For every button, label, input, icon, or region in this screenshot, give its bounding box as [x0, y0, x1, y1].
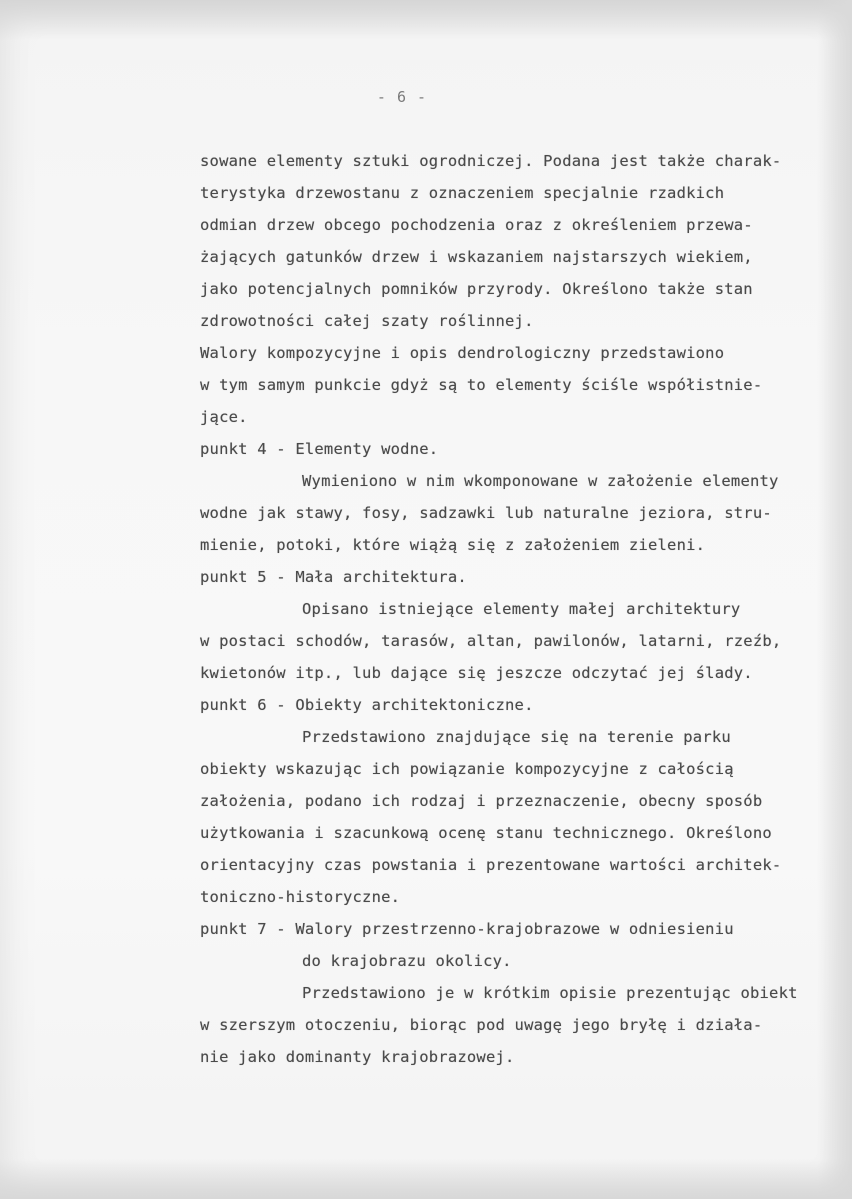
text-line: wodne jak stawy, fosy, sadzawki lub naturalne jeziora, stru-: [200, 504, 772, 522]
scan-shadow-top: [0, 0, 852, 40]
scan-shadow-right: [818, 0, 852, 1199]
heading-punkt-5: punkt 5 - Mała architektura.: [200, 568, 467, 586]
text-line: Przedstawiono znajdujące się na terenie parku: [302, 728, 731, 746]
text-line: Wymieniono w nim wkomponowane w założenie elementy: [302, 472, 779, 490]
text-line: toniczno-historyczne.: [200, 888, 401, 906]
text-line: nie jako dominanty krajobrazowej.: [200, 1048, 515, 1066]
text-line: Przedstawiono je w krótkim opisie prezentując obiekt: [302, 984, 798, 1002]
text-line: jako potencjalnych pomników przyrody. Określono także stan: [200, 280, 753, 298]
text-line: zdrowotności całej szaty roślinnej.: [200, 312, 534, 330]
scan-shadow-bottom: [0, 1159, 852, 1199]
text-line: orientacyjny czas powstania i prezentowane wartości architek-: [200, 856, 782, 874]
text-line: do krajobrazu okolicy.: [302, 952, 512, 970]
text-line: mienie, potoki, które wiążą się z założeniem zieleni.: [200, 536, 706, 554]
heading-punkt-7: punkt 7 - Walory przestrzenno-krajobrazowe w odniesieniu: [200, 920, 734, 938]
text-line: sowane elementy sztuki ogrodniczej. Podana jest także charak-: [200, 152, 782, 170]
text-line: w tym samym punkcie gdyż są to elementy ściśle współistnie-: [200, 376, 763, 394]
text-line: jące.: [200, 408, 248, 426]
heading-punkt-6: punkt 6 - Obiekty architektoniczne.: [200, 696, 534, 714]
text-line: Walory kompozycyjne i opis dendrologiczny przedstawiono: [200, 344, 725, 362]
text-line: terystyka drzewostanu z oznaczeniem specjalnie rzadkich: [200, 184, 725, 202]
text-line: obiekty wskazując ich powiązanie kompozycyjne z całością: [200, 760, 734, 778]
text-line: założenia, podano ich rodzaj i przeznaczenie, obecny sposób: [200, 792, 763, 810]
text-line: Opisano istniejące elementy małej architektury: [302, 600, 741, 618]
text-line: w postaci schodów, tarasów, altan, pawilonów, latarni, rzeźb,: [200, 632, 782, 650]
page-number: - 6 -: [376, 88, 428, 106]
text-line: żających gatunków drzew i wskazaniem najstarszych wiekiem,: [200, 248, 753, 266]
heading-punkt-4: punkt 4 - Elementy wodne.: [200, 440, 439, 458]
text-line: odmian drzew obcego pochodzenia oraz z określeniem przewa-: [200, 216, 753, 234]
text-line: w szerszym otoczeniu, biorąc pod uwagę jego bryłę i działa-: [200, 1016, 763, 1034]
text-line: kwietonów itp., lub dające się jeszcze odczytać jej ślady.: [200, 664, 753, 682]
text-line: użytkowania i szacunkową ocenę stanu technicznego. Określono: [200, 824, 772, 842]
